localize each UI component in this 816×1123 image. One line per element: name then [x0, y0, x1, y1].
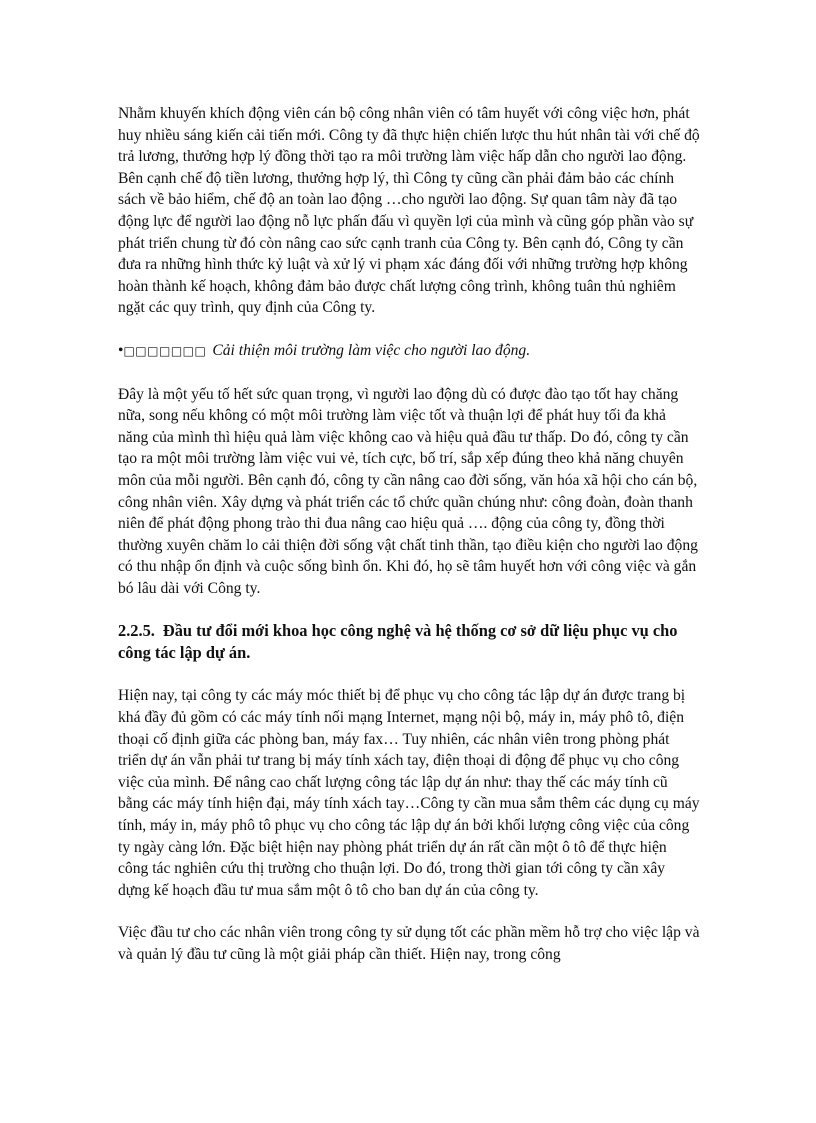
paragraph-work-environment: Đây là một yếu tố hết sức quan trọng, vì người lao động dù có được đào tạo tốt hay chăng nữa, song nếu không có một môi trường làm việc tốt và thuận lợi để phát huy tối đa khả năng của mình thì hiệu quả làm việc không cao và hiệu quả đầu tư thấp. Do đó, công ty cần tạo ra một môi trường làm việc vui vẻ, tích cực, bố trí, sắp xếp đúng theo khả năng chuyên môn của mỗi người. Bên cạnh đó, công ty cần nâng cao đời sống, văn hóa xã hội cho cán bộ, công nhân viên. Xây dựng và phát triển các tổ chức quần chúng như: công đoàn, đoàn thanh niên để phát động phong trào thi đua nâng cao hiệu quả …. động của công ty, đồng thời thường xuyên chăm lo cải thiện đời sống vật chất tinh thần, tạo điều kiện cho người lao động có thu nhập ổn định và cuộc sống bình ổn. Khi đó, họ sẽ tâm huyết hơn với công việc và gắn bó lâu dài với Công ty. [118, 385, 698, 597]
spacer [118, 599, 700, 620]
section-number: 2.2.5. [118, 621, 155, 641]
bullet-text: Cải thiện môi trường làm việc cho người lao động. [212, 341, 531, 359]
section-title: Đầu tư đổi mới khoa học công nghệ và hệ thống cơ sở dữ liệu phục vụ cho công tác lập dự án. [118, 621, 678, 663]
spacer [118, 363, 700, 384]
bullet-icon: • [118, 341, 124, 359]
document-page [118, 103, 700, 966]
spacer [118, 901, 700, 922]
paragraph-software: Việc đầu tư cho các nhân viên trong công ty sử dụng tốt các phần mềm hỗ trợ cho việc lập và và quản lý đầu tư cũng là một giải pháp cần thiết. Hiện nay, trong công [118, 924, 700, 963]
missing-glyph-boxes: □□□□□□□ [123, 343, 207, 358]
spacer [118, 319, 700, 340]
paragraph-incentives: Nhằm khuyến khích động viên cán bộ công nhân viên có tâm huyết với công việc hơn, phát huy nhiều sáng kiến cải tiến mới. Công ty đã thực hiện chiến lược thu hút nhân tài với chế độ trả lương, thưởng hợp lý đồng thời tạo ra môi trường làm việc hấp dẫn cho người lao động. Bên cạnh chế độ tiền lương, thưởng hợp lý, thì Công ty cũng cần phải đảm bảo các chính sách về bảo hiểm, chế độ an toàn lao động …cho người lao động. Sự quan tâm này đã tạo động lực để người lao động nỗ lực phấn đấu vì quyền lợi của mình và cũng góp phần vào sự phát triển chung từ đó còn nâng cao sức cạnh tranh của Công ty. Bên cạnh đó, Công ty cần đưa ra những hình thức kỷ luật và xử lý vi phạm xác đáng đối với những trường hợp không hoàn thành kế hoạch, không đảm bảo được chất lượng công trình, không tuân thủ nghiêm ngặt các quy trình, quy định của Công ty. [118, 105, 700, 317]
section-heading-2-2-5 [118, 620, 700, 664]
paragraph-equipment: Hiện nay, tại công ty các máy móc thiết bị để phục vụ cho công tác lập dự án được trang bị khá đầy đủ gồm có các máy tính nối mạng Internet, mạng nội bộ, máy in, máy phô tô, điện thoại cố định giữa các phòng ban, máy fax… Tuy nhiên, các nhân viên trong phòng phát triển dự án vẫn phải tư trang bị máy tính xách tay, điện thoại di động để phục vụ cho công việc của mình. Để nâng cao chất lượng công tác lập dự án như: thay thế các máy tính cũ bằng các máy tính hiện đại, máy tính xách tay…Công ty cần mua sắm thêm các dụng cụ máy tính, máy in, máy phô tô phục vụ cho công tác lập dự án bởi khối lượng công việc của công ty ngày càng lớn. Đặc biệt hiện nay phòng phát triển dự án rất cần một ô tô để thực hiện công tác nghiên cứu thị trường cho thuận lợi. Do đó, trong thời gian tới công ty cần xây dựng kế hoạch đầu tư mua sắm một ô tô cho ban dự án của công ty. [118, 687, 700, 899]
bullet-item-work-environment [118, 340, 700, 363]
spacer [118, 664, 700, 685]
